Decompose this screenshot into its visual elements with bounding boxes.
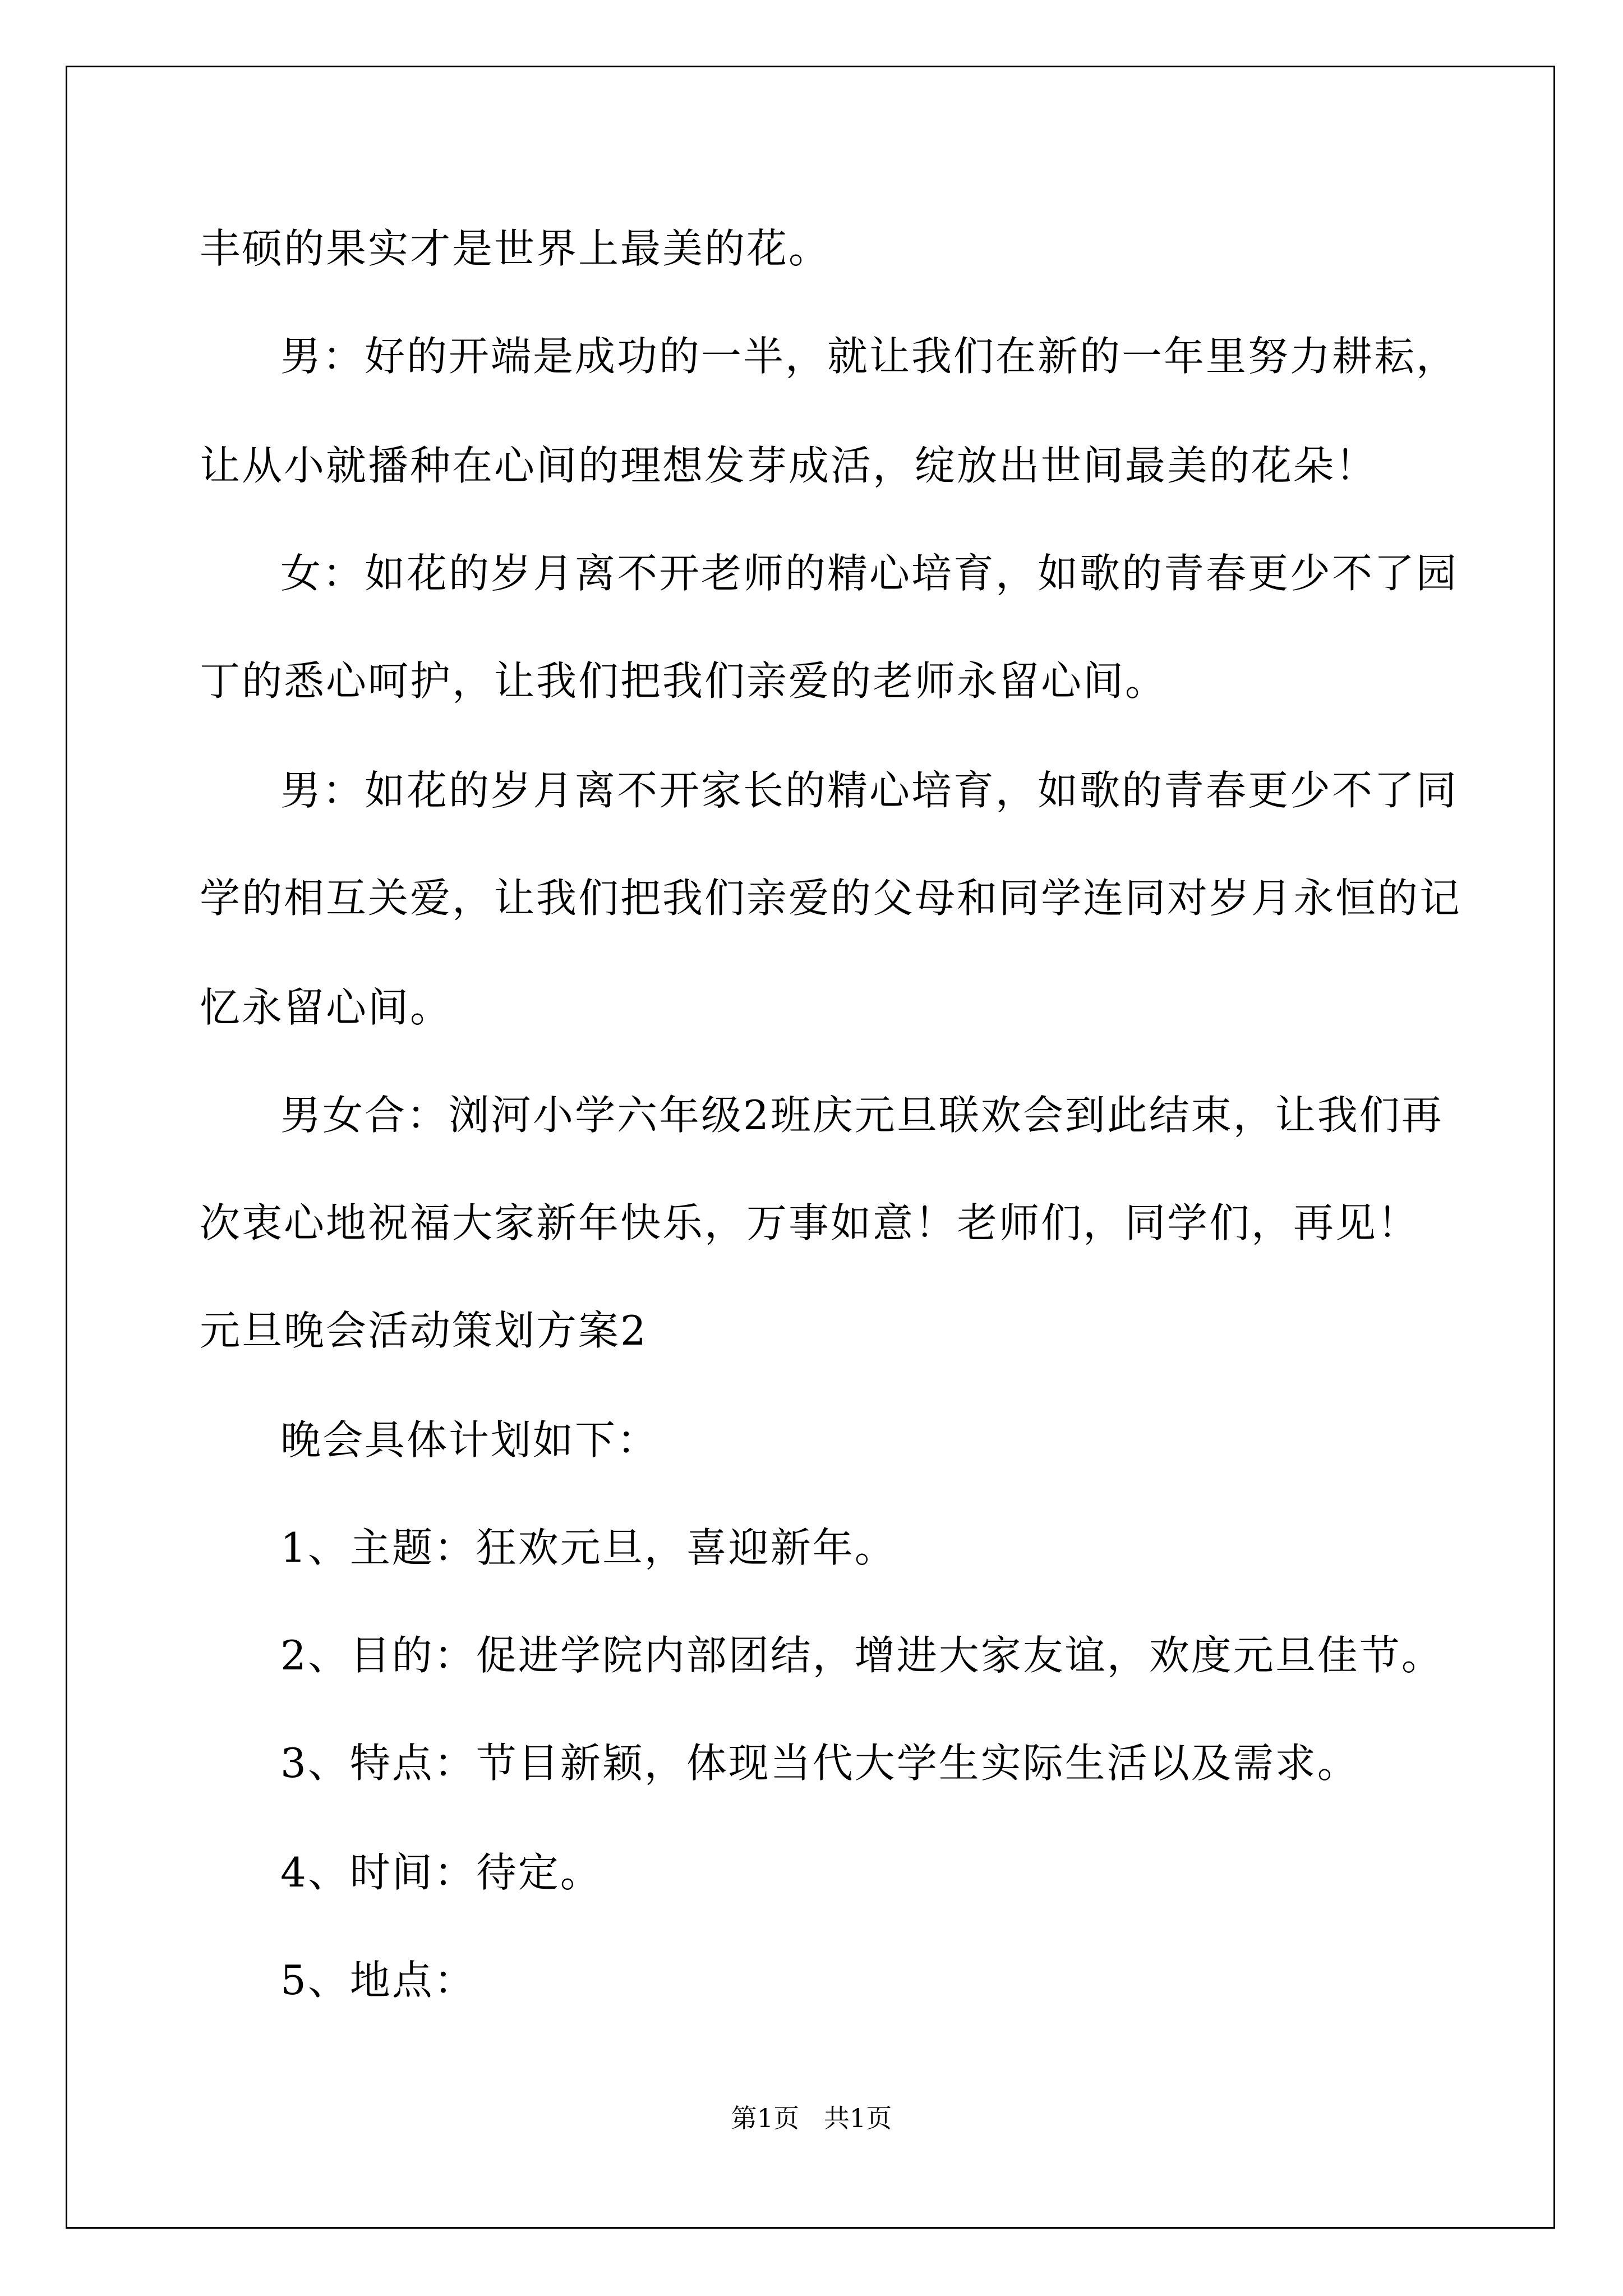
body-text-line: 丰硕的果实才是世界上最美的花。 [200,225,831,272]
plan-item-time: 4、时间：待定。 [280,1849,602,1896]
paragraph-male2-line-1: 男：如花的岁月离不开家长的精心培育，如歌的青春更少不了同 [280,767,1459,814]
plan-item-features: 3、特点：节目新颖，体现当代大学生实际生活以及需求。 [280,1740,1359,1787]
plan-item-purpose: 2、目的：促进学院内部团结，增进大家友谊，欢度元旦佳节。 [280,1632,1444,1679]
paragraph-male2-line-3: 忆永留心间。 [200,984,453,1031]
paragraph-male-line-2: 让从小就播种在心间的理想发芽成活，绽放出世间最美的花朵！ [200,442,1378,489]
plan-intro: 晚会具体计划如下： [280,1416,660,1464]
page-footer: 第1页 共1页 [731,2103,892,2133]
plan-item-theme: 1、主题：狂欢元旦，喜迎新年。 [280,1524,897,1571]
section-heading: 元旦晚会活动策划方案2 [200,1307,648,1354]
paragraph-male-line-1: 男：好的开端是成功的一半，就让我们在新的一年里努力耕耘， [280,333,1459,380]
paragraph-female-line-2: 丁的悉心呵护，让我们把我们亲爱的老师永留心间。 [200,657,1168,705]
paragraph-together-line-1: 男女合：浏河小学六年级2班庆元旦联欢会到此结束，让我们再 [280,1092,1444,1139]
paragraph-together-line-2: 次衷心地祝福大家新年快乐，万事如意！老师们，同学们，再见！ [200,1199,1420,1246]
plan-item-location: 5、地点： [280,1957,476,2004]
paragraph-female-line-1: 女：如花的岁月离不开老师的精心培育，如歌的青春更少不了园 [280,550,1459,597]
page-frame [66,66,1555,2229]
paragraph-male2-line-2: 学的相互关爱，让我们把我们亲爱的父母和同学连同对岁月永恒的记 [200,875,1462,922]
